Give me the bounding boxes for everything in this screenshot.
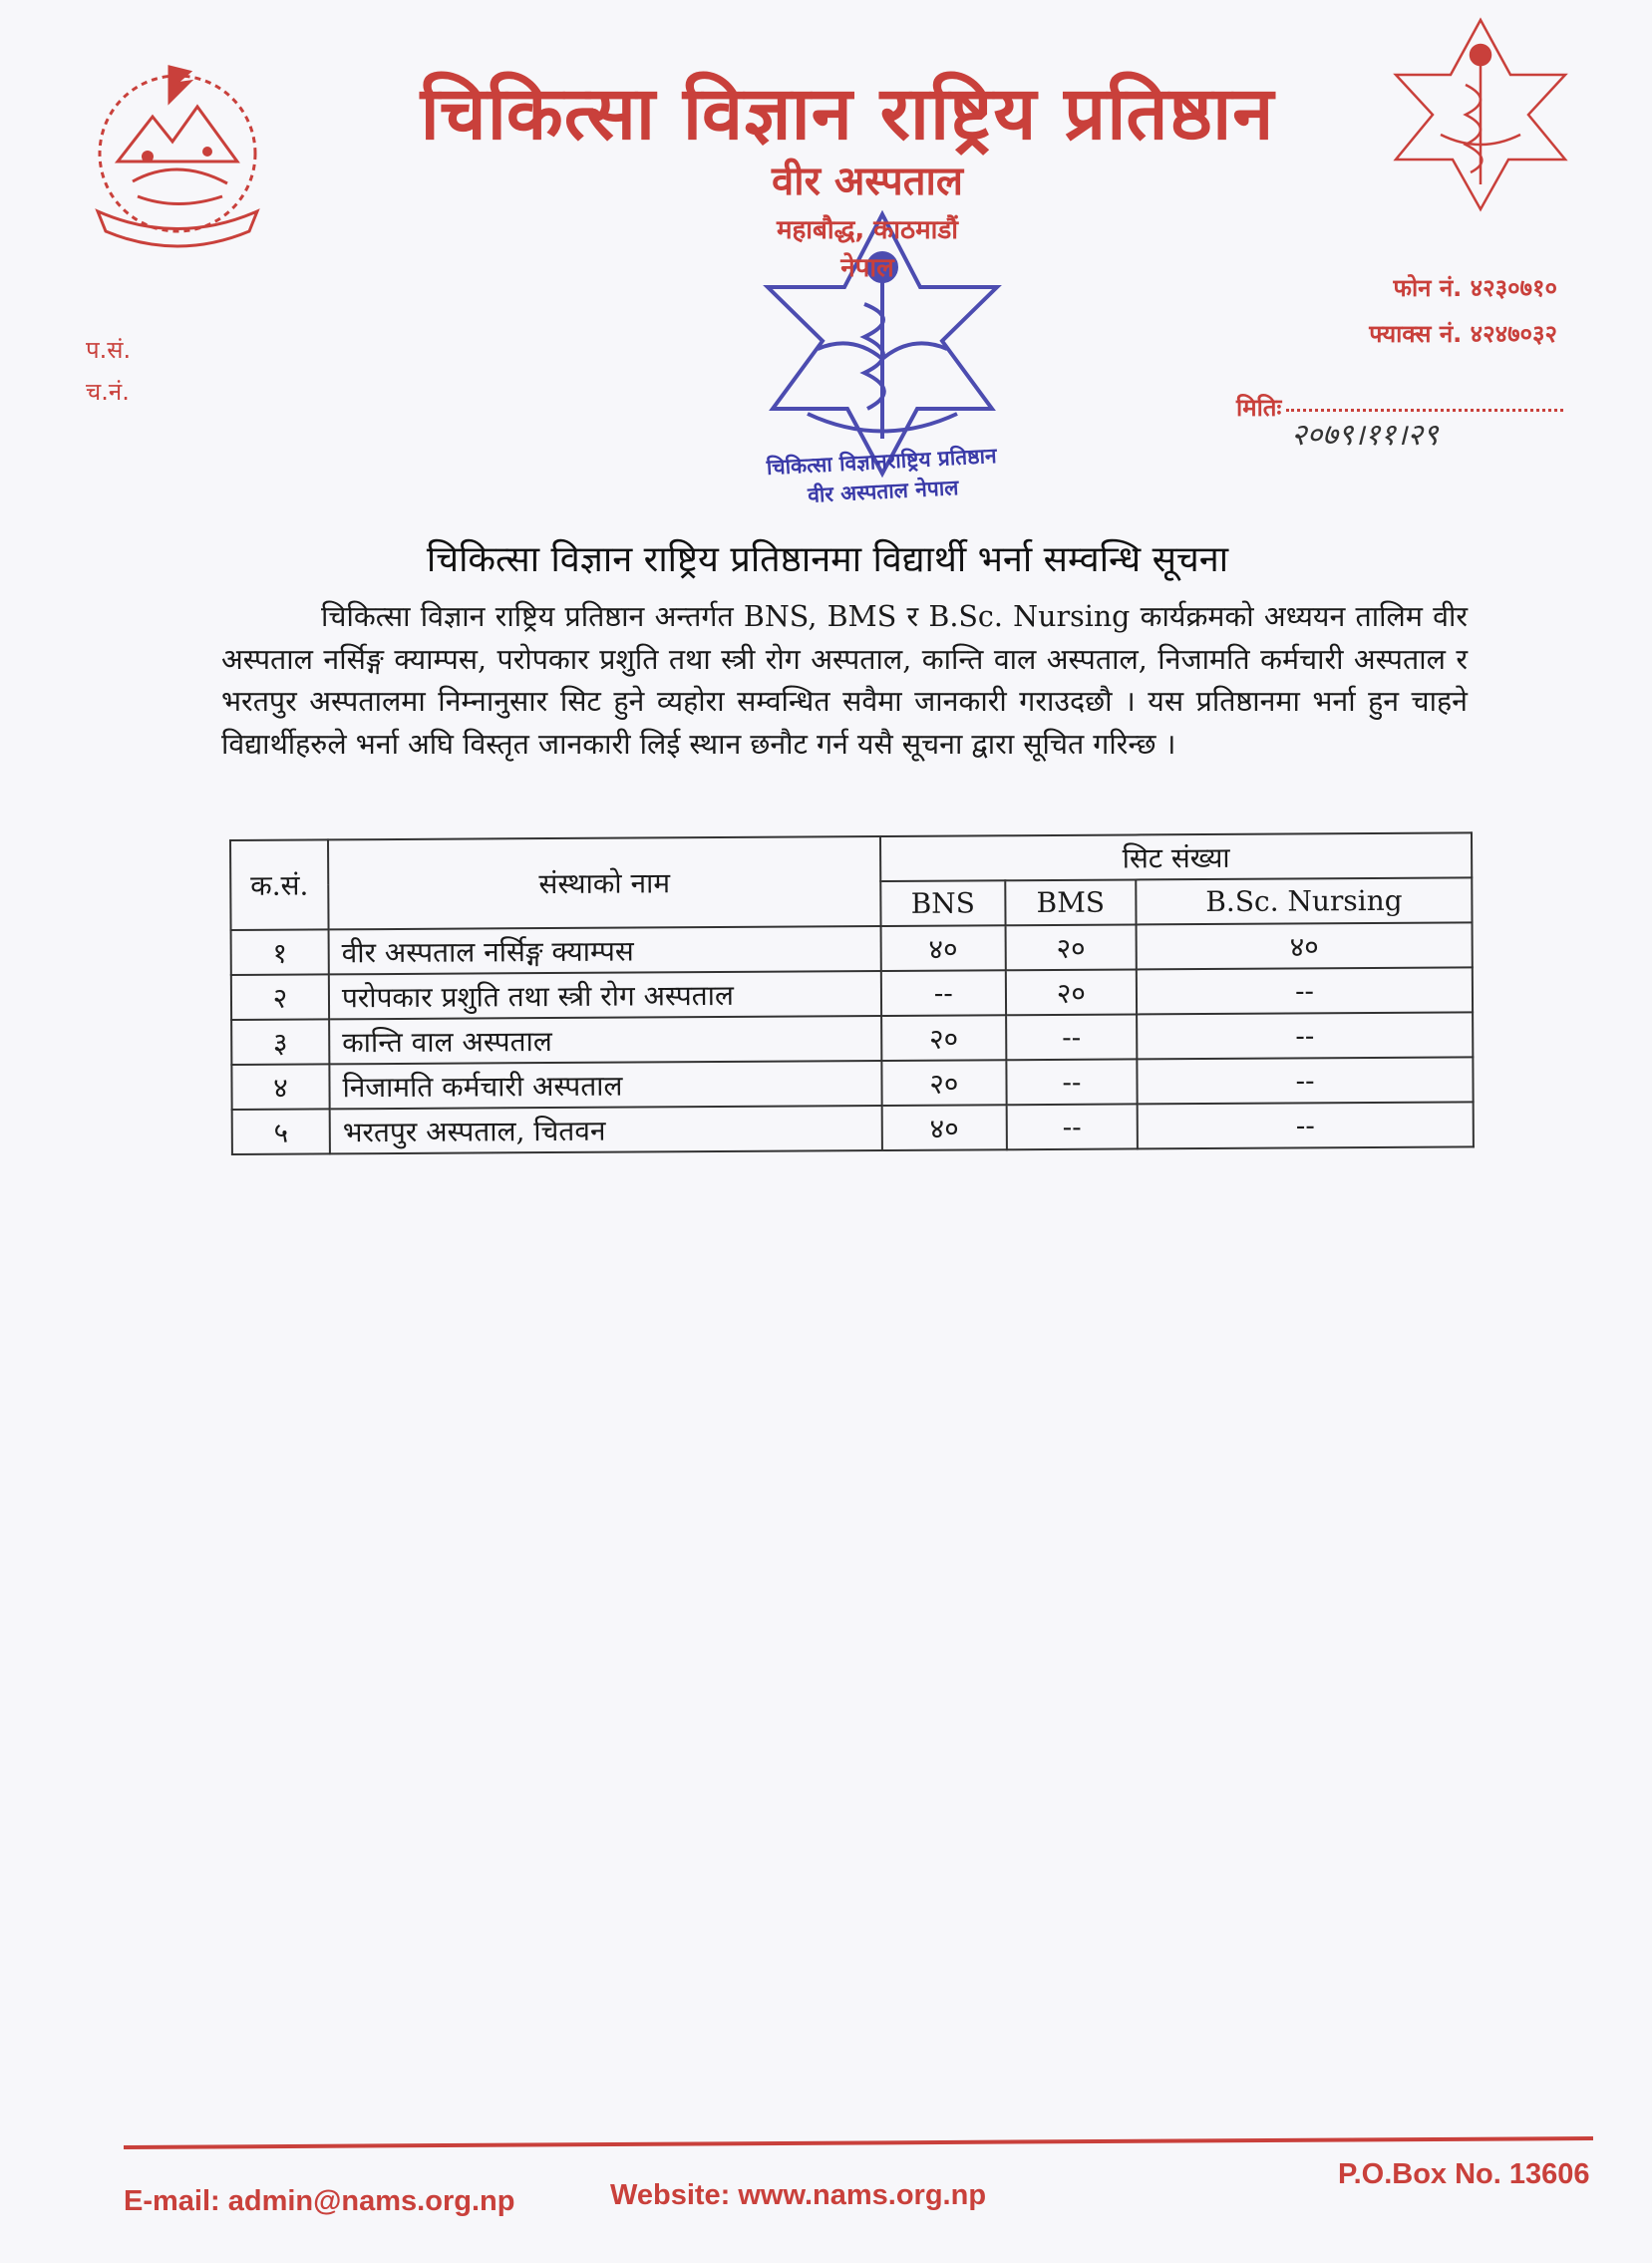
header-bms: BMS <box>1005 879 1137 925</box>
cell-name: कान्ति वाल अस्पताल <box>329 1016 881 1064</box>
footer-website: Website: www.nams.org.np <box>610 2179 987 2211</box>
seats-table <box>229 831 1475 1155</box>
footer-pobox: P.O.Box No. 13606 <box>1338 2158 1590 2190</box>
cell-bns: २० <box>881 1060 1006 1106</box>
cell-name: भरतपुर अस्पताल, चितवन <box>330 1106 882 1153</box>
header-seats: सिट संख्या <box>880 832 1472 881</box>
nams-star-logo <box>1391 15 1570 214</box>
dispatch-no-label: च.नं. <box>86 378 130 406</box>
institution-name: चिकित्सा विज्ञान राष्ट्रिय प्रतिष्ठान <box>420 71 1275 157</box>
date-dotted-line <box>1286 409 1563 412</box>
seal-caption-line-1: चिकित्सा विज्ञानराष्ट्रिय प्रतिष्ठान <box>766 443 998 481</box>
cell-bns: २० <box>881 1015 1006 1061</box>
table-row <box>232 1102 1474 1154</box>
reference-labels <box>86 329 131 413</box>
cell-sn: १ <box>231 929 329 975</box>
cell-bms: -- <box>1006 1014 1138 1060</box>
footer-email: E-mail: admin@nams.org.np <box>124 2185 515 2217</box>
cell-bms: -- <box>1006 1059 1138 1105</box>
cell-bsc: -- <box>1137 967 1473 1014</box>
cell-name: परोपकार प्रशुति तथा स्त्री रोग अस्पताल <box>329 971 881 1019</box>
notice-body: चिकित्सा विज्ञान राष्ट्रिय प्रतिष्ठान अन्तर्गत BNS, BMS र B.Sc. Nursing कार्यक्रमको अध्ययन तालिम वीर अस्पताल नर्सिङ्ग क्याम्पस, परोपकार प्रशुति तथा स्त्री रोग अस्पताल, कान्ति वाल अस्पताल, निजामति कर्मचारी अस्पताल र भरतपुर अस्पतालमा निम्नानुसार सिट हुने व्यहोरा सम्वन्धित सवैमा जानकारी गराउदछौ । यस प्रतिष्ठानमा भर्ना हुन चाहने विद्यार्थीहरुले भर्ना अघि विस्तृत जानकारी लिई स्थान छनौट गर्न यसै सूचना द्वारा सूचित गरिन्छ । <box>221 600 1468 761</box>
table-row <box>231 922 1473 975</box>
address-line-2: नेपाल <box>840 253 894 283</box>
cell-bns: -- <box>881 970 1006 1016</box>
cell-sn: २ <box>231 974 329 1020</box>
cell-sn: ५ <box>232 1109 330 1154</box>
cell-bns: ४० <box>882 1105 1007 1150</box>
cell-bns: ४० <box>881 925 1006 971</box>
cell-bms: २० <box>1006 969 1138 1015</box>
footer-divider <box>124 2136 1593 2149</box>
address <box>698 211 1037 287</box>
header-bsc: B.Sc. Nursing <box>1136 877 1472 924</box>
fax-number: फ्याक्स नं. ४२४७०३२ <box>1369 320 1557 348</box>
cell-bsc: -- <box>1137 1012 1473 1059</box>
table-header-row <box>230 832 1472 885</box>
nepal-emblem-logo <box>78 62 277 261</box>
header-bns: BNS <box>880 880 1005 926</box>
cell-bsc: -- <box>1138 1102 1474 1148</box>
cell-bsc: ४० <box>1137 922 1473 969</box>
date-label: मितिः <box>1236 394 1282 422</box>
table-row <box>231 967 1473 1020</box>
notice-title: चिकित्सा विज्ञान राष्ट्रिय प्रतिष्ठानमा विद्यार्थी भर्ना सम्वन्धि सूचना <box>426 539 1229 580</box>
table-row <box>231 1012 1473 1065</box>
cell-bms: २० <box>1005 924 1137 970</box>
cell-bms: -- <box>1006 1104 1138 1149</box>
ref-no-label: प.सं. <box>86 336 132 364</box>
seal-caption-line-2: वीर अस्पताल नेपाल <box>807 476 959 507</box>
table-row <box>231 1057 1473 1110</box>
address-line-1: महाबौद्ध, काठमाडौं <box>776 215 959 245</box>
header-institution: संस्थाको नाम <box>328 836 881 929</box>
cell-name: वीर अस्पताल नर्सिङ्ग क्याम्पस <box>329 926 881 974</box>
phone-number: फोन नं. ४२३०७१० <box>1393 274 1557 302</box>
header-sn: क.सं. <box>230 839 329 930</box>
cell-bsc: -- <box>1137 1057 1473 1104</box>
cell-name: निजामति कर्मचारी अस्पताल <box>329 1061 881 1109</box>
cell-sn: ४ <box>231 1064 329 1110</box>
hospital-name: वीर अस्पताल <box>771 159 963 204</box>
date-value: २०७९।११।२९ <box>1291 418 1439 453</box>
cell-sn: ३ <box>231 1019 329 1065</box>
